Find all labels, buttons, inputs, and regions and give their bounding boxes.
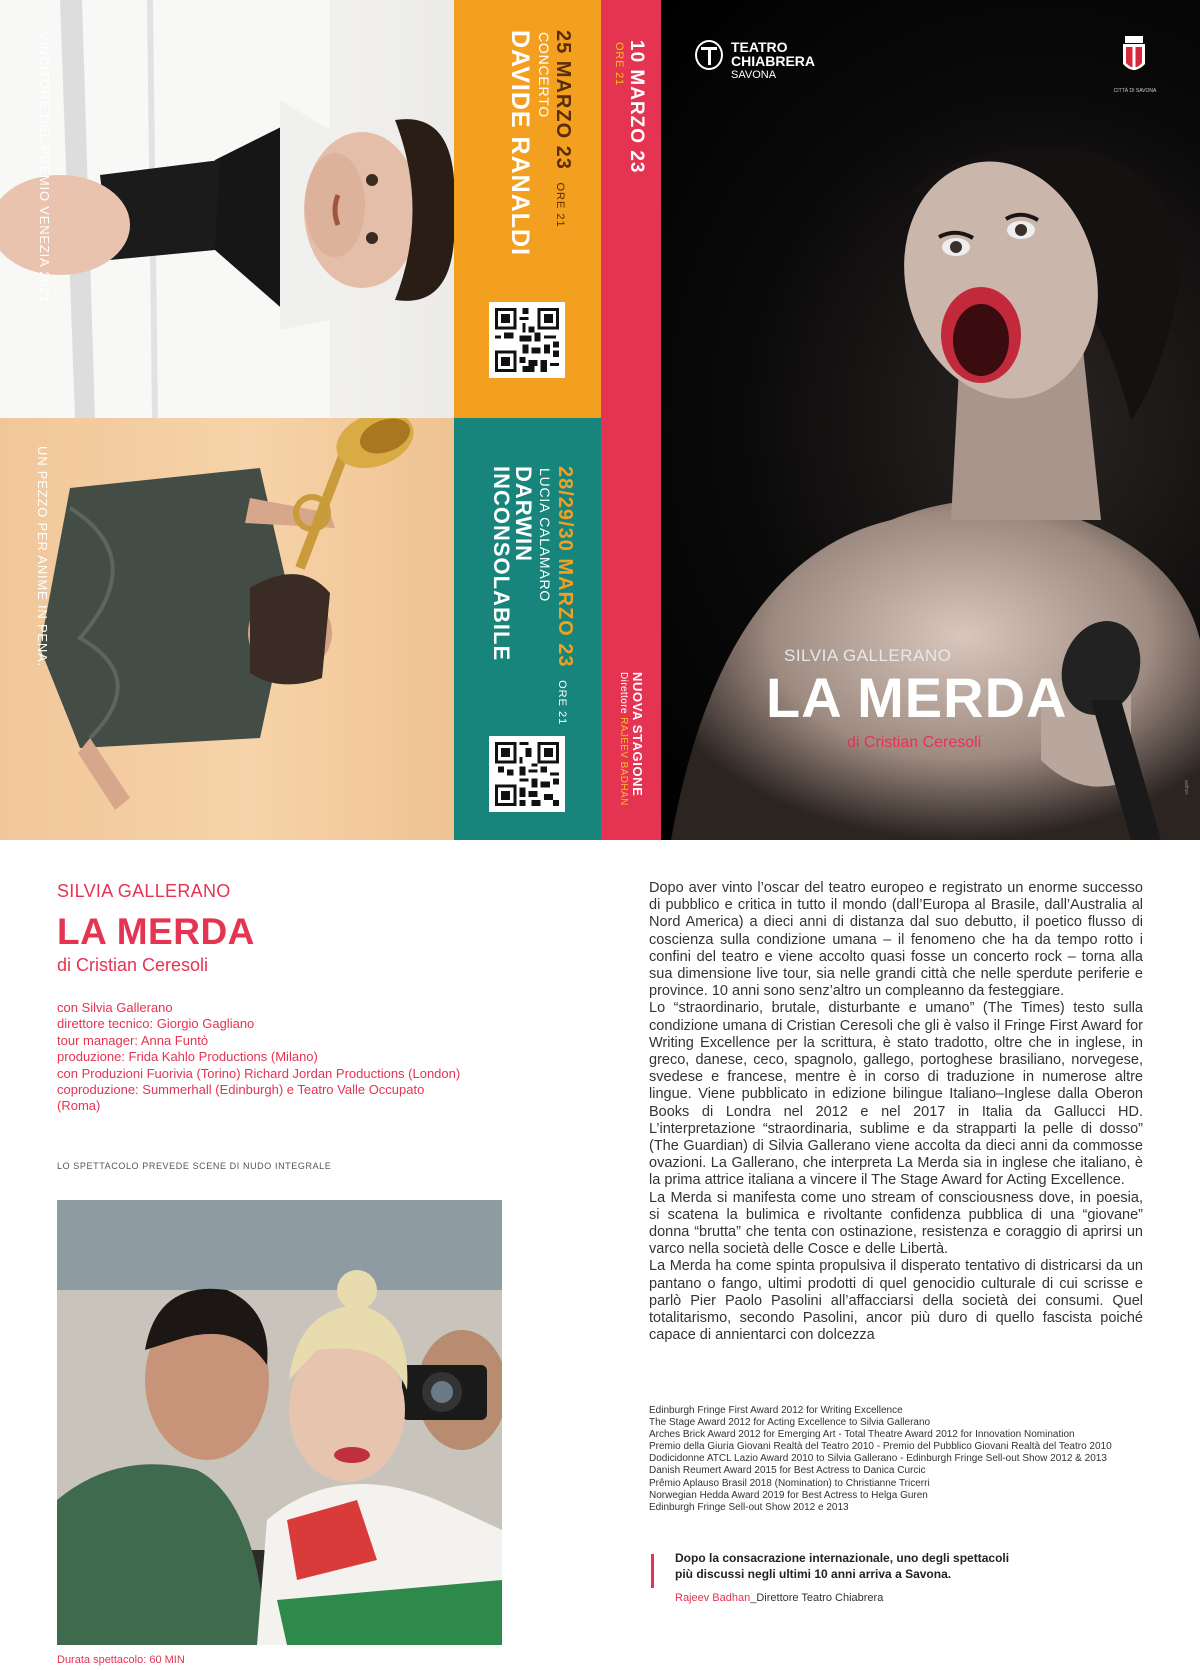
ranaldi-title: DAVIDE RANALDI: [506, 30, 534, 257]
darwin-time: ORE 21: [556, 680, 568, 726]
award-item: Edinburgh Fringe Sell-out Show 2012 e 2013: [649, 1501, 849, 1513]
quote-line: Dopo la consacrazione internazionale, uno degli spettacoli: [675, 1551, 1010, 1565]
ranaldi-photo: [0, 0, 454, 418]
ranaldi-tagline: VINCITORE DEL PREMIO VENEZIA 2021: [37, 32, 52, 304]
award-item: Arches Brick Award 2012 for Emerging Art - Total Theatre Award 2012 for Innovation Nomination: [649, 1429, 1075, 1441]
cover-performer: SILVIA GALLERANO: [784, 646, 952, 665]
ranaldi-figure: [0, 0, 454, 418]
credit-line: tour manager: Anna Funtò: [57, 1032, 209, 1048]
ranaldi-time: ORE 21: [554, 182, 566, 228]
quote-attribution: [675, 1592, 883, 1604]
cover-title: LA MERDA: [766, 666, 1068, 729]
duration-label: Durata spettacolo: 60 MIN: [57, 1654, 185, 1666]
performers-photo: [57, 1200, 502, 1645]
ranaldi-date: 25 MARZO 23: [552, 30, 574, 170]
ranaldi-band: [454, 0, 601, 418]
description-paragraph: La Merda ha come spinta propulsiva il disperato tentativo di districarsi da un pantano o fango, ultimi prodotti di quel genocidio culturale di cui scrisse e parlò Pier Paolo Pasolini all’affacciarsi della società dei consumi. Quel totalitarismo, secondo Pasolini, ancor più duro di quello fascista poiché capace di annientarci con dolcezza: [649, 1258, 1143, 1344]
credit-line: (Roma): [57, 1098, 101, 1114]
award-item: The Stage Award 2012 for Acting Excellence to Silvia Gallerano: [649, 1417, 931, 1429]
quote-bar: [651, 1554, 654, 1588]
cover-credit-tiny: author: ...: [1183, 780, 1189, 802]
award-item: Norwegian Hedda Award 2019 for Best Actress to Helga Guren: [649, 1489, 928, 1501]
spine-time: ORE 21: [613, 42, 625, 86]
logo-line3: SAVONA: [731, 69, 777, 81]
credits-list: [57, 1000, 557, 1115]
credit-line: con Produzioni Fuorivia (Torino) Richard Jordan Productions (London): [57, 1065, 461, 1081]
award-item: Edinburgh Fringe First Award 2012 for Writing Excellence: [649, 1405, 903, 1416]
credit-line: con Silvia Gallerano: [57, 1000, 173, 1015]
info-title: LA MERDA: [57, 911, 255, 952]
spine-season: NUOVA STAGIONE: [630, 672, 645, 797]
info-subtitle: di Cristian Ceresoli: [57, 955, 209, 975]
darwin-tagline: UN PEZZO PER ANIME IN PENA.: [35, 446, 50, 667]
ranaldi-qr-code[interactable]: [489, 302, 565, 378]
spine-date: 10 MARZO 23: [626, 40, 647, 174]
spine-band: [601, 0, 661, 840]
description-paragraph: Lo “straordinario, brutale, disturbante e umano” (The Times) testo sulla condizione umana di Cristian Ceresoli che gli è valso il Fringe First Award for Writing Excellence per la scrittura, è stato tradotto, oltre che in inglese, in greco, danese, ceco, spagnolo, gallego, portoghese brasiliano, norvegese, svedese e francese, mentre è in corso di traduzione in numerose altre lingue. Viene pubblicato in edizione bilingue Italiano–Inglese dalla Oberon Books di Londra nel 2012 e nel 2017 in Italia da Gallucci HD. L’interpretazione “straordinaria, sublime e da strapparti la pelle di dosso” (The Guardian) di Silvia Gallerano viene accolta da dieci anni da commosse ovazioni. La Gallerano, che interpreta La Merda sia in inglese che italiano, è la prima attrice italiana a vincere il The Stage Award for Acting Excellence.: [649, 1000, 1143, 1189]
crest-caption: CITTÀ DI SAVONA: [1113, 88, 1157, 94]
darwin-qr-code[interactable]: [489, 736, 565, 812]
nudity-warning: LO SPETTACOLO PREVEDE SCENE DI NUDO INTEGRALE: [57, 1161, 332, 1171]
darwin-title-line2: INCONSOLABILE: [489, 466, 514, 662]
credit-line: direttore tecnico: Giorgio Gagliano: [57, 1016, 255, 1032]
award-item: Premio della Giuria Giovani Realtà del Teatro 2010 - Premio del Pubblico Giovani Realtà del Teatro 2010: [649, 1441, 1112, 1453]
credit-line: coproduzione: Summerhall (Edinburgh) e Teatro Valle Occupato: [57, 1082, 425, 1098]
teatro-logo: [731, 40, 815, 82]
quote-author: Rajeev Badhan: [675, 1592, 751, 1604]
ranaldi-genre: CONCERTO: [536, 32, 552, 119]
darwin-date: 28/29/30 MARZO 23: [554, 466, 576, 668]
cover-panel: [661, 0, 1200, 840]
logo-line1: TEATRO: [731, 39, 788, 55]
award-item: Dodicidonne ATCL Lazio Award 2010 to Silvia Gallerano - Edinburgh Fringe Sell-out Show 2012 & 2013: [649, 1453, 1107, 1465]
quote-line: più discussi negli ultimi 10 anni arriva a Savona.: [675, 1567, 952, 1581]
teatro-logo-icon: [695, 40, 723, 70]
logo-line2: CHIABRERA: [731, 53, 815, 69]
quote: [675, 1550, 1009, 1582]
cover-subtitle: di Cristian Ceresoli: [847, 734, 982, 751]
quote-role: _Direttore Teatro Chiabrera: [750, 1592, 884, 1604]
darwin-photo: [0, 418, 454, 840]
spine-director-name: RAJEEV BADHAN: [618, 717, 629, 806]
darwin-figure: [0, 418, 454, 840]
darwin-band: [454, 418, 601, 840]
city-crest-icon: [1117, 34, 1151, 80]
credit-line: produzione: Frida Kahlo Productions (Milano): [57, 1049, 318, 1065]
description: [649, 880, 1143, 1344]
darwin-author: LUCIA CALAMARO: [537, 468, 553, 603]
darwin-title-line1: DARWIN: [511, 466, 536, 563]
awards-list: [649, 1405, 1169, 1514]
description-paragraph: Dopo aver vinto l’oscar del teatro europeo e registrato un enorme successo di pubblico e critica in tutto il mondo (dall’Europa al Brasile, dall’Australia al Nord America) a dieci anni di distanza dal suo debutto, il poetico flusso di coscienza sulla condizione umana – il fenomeno che ha da tempo rotto i confini del teatro e viene accolto quasi fosse un concerto rock – torna alla sua dimensione live tour, sia nelle grandi città che nelle sperdute periferie e province. 10 anni sono senz’altro un compleanno da festeggiare.: [649, 880, 1143, 1000]
award-item: Prêmio Aplauso Brasil 2018 (Nomination) to Christianne Tricerri: [649, 1477, 930, 1489]
info-performer: SILVIA GALLERANO: [57, 881, 231, 901]
performers-figure: [57, 1200, 502, 1645]
award-item: Danish Reumert Award 2015 for Best Actress to Danica Curcic: [649, 1465, 926, 1477]
description-paragraph: La Merda si manifesta come uno stream of consciousness dove, in poesia, si scatena la bulimica e rivoltante confidenza pubblica di una “giovane” donna “brutta” che tenta con ostinazione, resistenza e coraggio di aprirsi un varco nella società delle Cosce e delle Libertà.: [649, 1189, 1143, 1258]
spine-director-prefix: Direttore: [618, 672, 629, 714]
